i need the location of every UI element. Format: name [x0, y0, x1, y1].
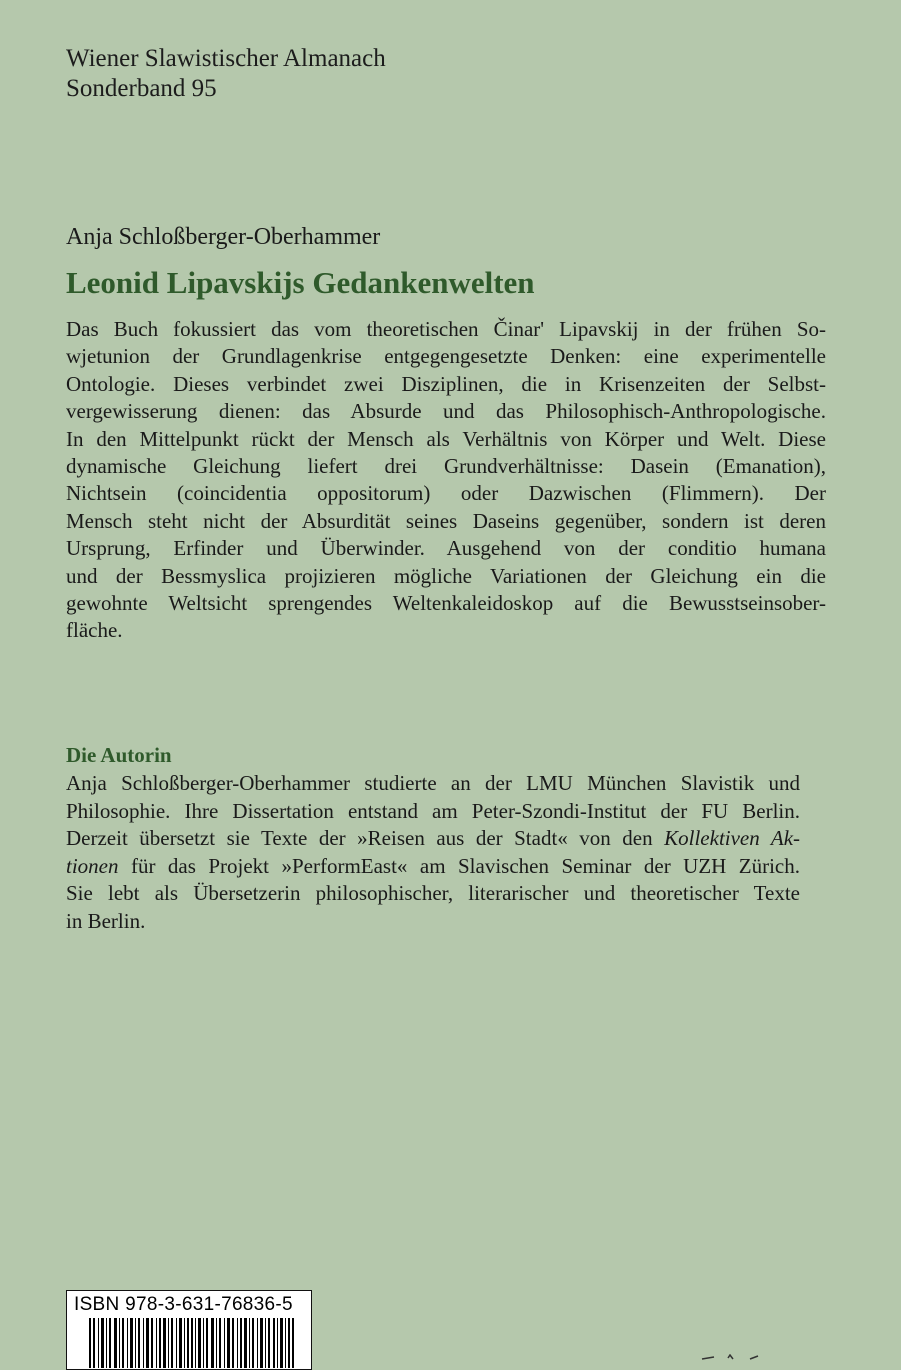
- blurb-line: gewohnte Weltsicht sprengendes Weltenkaleidoskop auf die Bewusstseinsober-: [66, 591, 826, 616]
- blurb-line: Ursprung, Erfinder und Überwinder. Ausgehend von der conditio humana: [66, 536, 826, 561]
- book-blurb: [66, 316, 826, 645]
- blurb-line: Mensch steht nicht der Absurdität seines Daseins gegenüber, sondern ist deren: [66, 508, 826, 533]
- about-line: in Berlin.: [66, 908, 146, 933]
- blurb-line: dynamische Gleichung liefert drei Grundverhältnisse: Dasein (Emanation),: [66, 454, 826, 479]
- about-italic-segment: Kollektiven Ak-: [664, 826, 801, 850]
- about-text-segment: für das Projekt »PerformEast« am Slavischen Seminar der UZH Zürich.: [118, 853, 800, 878]
- isbn-number: ISBN 978-3-631-76836-5: [74, 1294, 293, 1315]
- about-text-segment: Derzeit übersetzt sie Texte der »Reisen aus der Stadt« von den: [66, 826, 665, 850]
- publisher-logo-icon: [700, 1354, 760, 1360]
- about-author-heading: Die Autorin: [66, 743, 172, 767]
- barcode-icon: [89, 1318, 295, 1368]
- blurb-line: Das Buch fokussiert das vom theoretischen Činar' Lipavskij in der frühen So-: [66, 317, 826, 341]
- blurb-line: In den Mittelpunkt rückt der Mensch als Verhältnis von Körper und Welt. Diese: [66, 426, 826, 451]
- series-name: Wiener Slawistischer Almanach: [66, 45, 386, 72]
- isbn-barcode-box: [66, 1290, 312, 1370]
- blurb-line: und der Bessmyslica projizieren mögliche Variationen der Gleichung ein die: [66, 563, 826, 588]
- about-italic-segment: tionen: [66, 853, 119, 878]
- blurb-line: wjetunion der Grundlagenkrise entgegengesetzte Denken: eine experimentelle: [66, 344, 826, 369]
- series-info: [66, 44, 386, 104]
- book-title: Leonid Lipavskijs Gedankenwelten: [66, 265, 535, 300]
- series-volume: Sonderband 95: [66, 75, 217, 102]
- about-line: [66, 853, 800, 881]
- about-line: Sie lebt als Übersetzerin philosophischer, literarischer und theoretischer Texte: [66, 881, 800, 905]
- about-line: Philosophie. Ihre Dissertation entstand am Peter-Szondi-Institut der FU Berlin.: [66, 798, 800, 823]
- about-author-text: [66, 770, 800, 935]
- blurb-line: fläche.: [66, 618, 123, 643]
- blurb-line: Nichtsein (coincidentia oppositorum) oder Dazwischen (Flimmern). Der: [66, 481, 826, 506]
- about-line: Anja Schloßberger-Oberhammer studierte an der LMU München Slavistik und: [66, 771, 800, 795]
- blurb-line: vergewisserung dienen: das Absurde und das Philosophisch-Anthropologische.: [66, 399, 826, 424]
- author-name: Anja Schloßberger-Oberhammer: [66, 224, 381, 250]
- about-line: [66, 825, 800, 853]
- blurb-line: Ontologie. Dieses verbindet zwei Disziplinen, die in Krisenzeiten der Selbst-: [66, 371, 826, 396]
